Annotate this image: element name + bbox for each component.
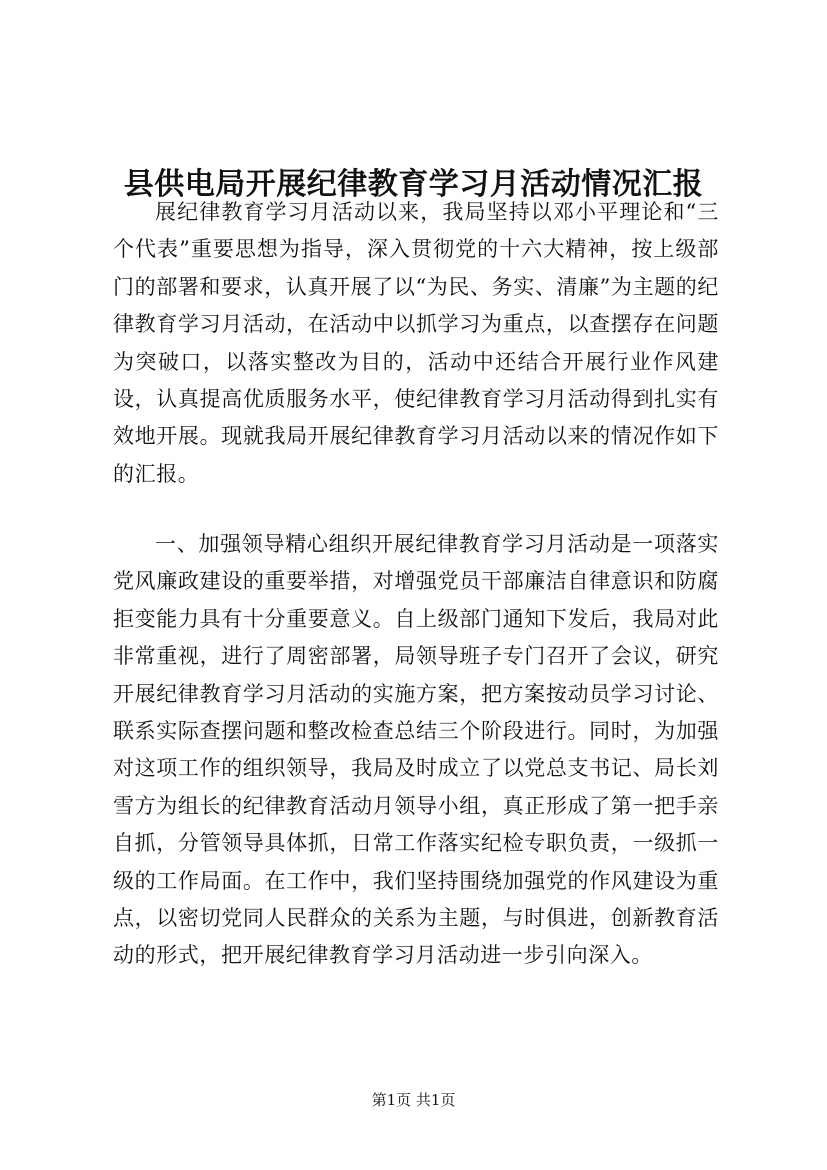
paragraph-intro: 展纪律教育学习月活动以来，我局坚持以邓小平理论和“三个代表”重要思想为指导，深入贯彻党的十六大精神，按上级部门的部署和要求，认真开展了以“为民、务实、清廉”为主题的纪律教育学习月活动，在活动中以抓学习为重点，以查摆存在问题为突破口，以落实整改为目的，活动中还结合开展行业作风建设，认真提高优质服务水平，使纪律教育学习月活动得到扎实有效地开展。现就我局开展纪律教育学习月活动以来的情况作如下的汇报。: [113, 200, 719, 486]
document-title: 县供电局开展纪律教育学习月活动情况汇报: [123, 167, 704, 203]
page-number-footer: 第1页 共1页: [371, 1091, 456, 1109]
paragraph-section-one: 一、加强领导精心组织开展纪律教育学习月活动是一项落实党风廉政建设的重要举措，对增强党员干部廉洁自律意识和防腐拒变能力具有十分重要意义。自上级部门通知下发后，我局对此非常重视，进行了周密部署，局领导班子专门召开了会议，研究开展纪律教育学习月活动的实施方案，把方案按动员学习讨论、联系实际查摆问题和整改检查总结三个阶段进行。同时，为加强对这项工作的组织领导，我局及时成立了以党总支书记、局长刘雪方为组长的纪律教育活动月领导小组，真正形成了第一把手亲自抓，分管领导具体抓，日常工作落实纪检专职负责，一级抓一级的工作局面。在工作中，我们坚持围绕加强党的作风建设为重点，以密切党同人民群众的关系为主题，与时俱进，创新教育活动的形式，把开展纪律教育学习月活动进一步引向深入。: [113, 532, 719, 968]
